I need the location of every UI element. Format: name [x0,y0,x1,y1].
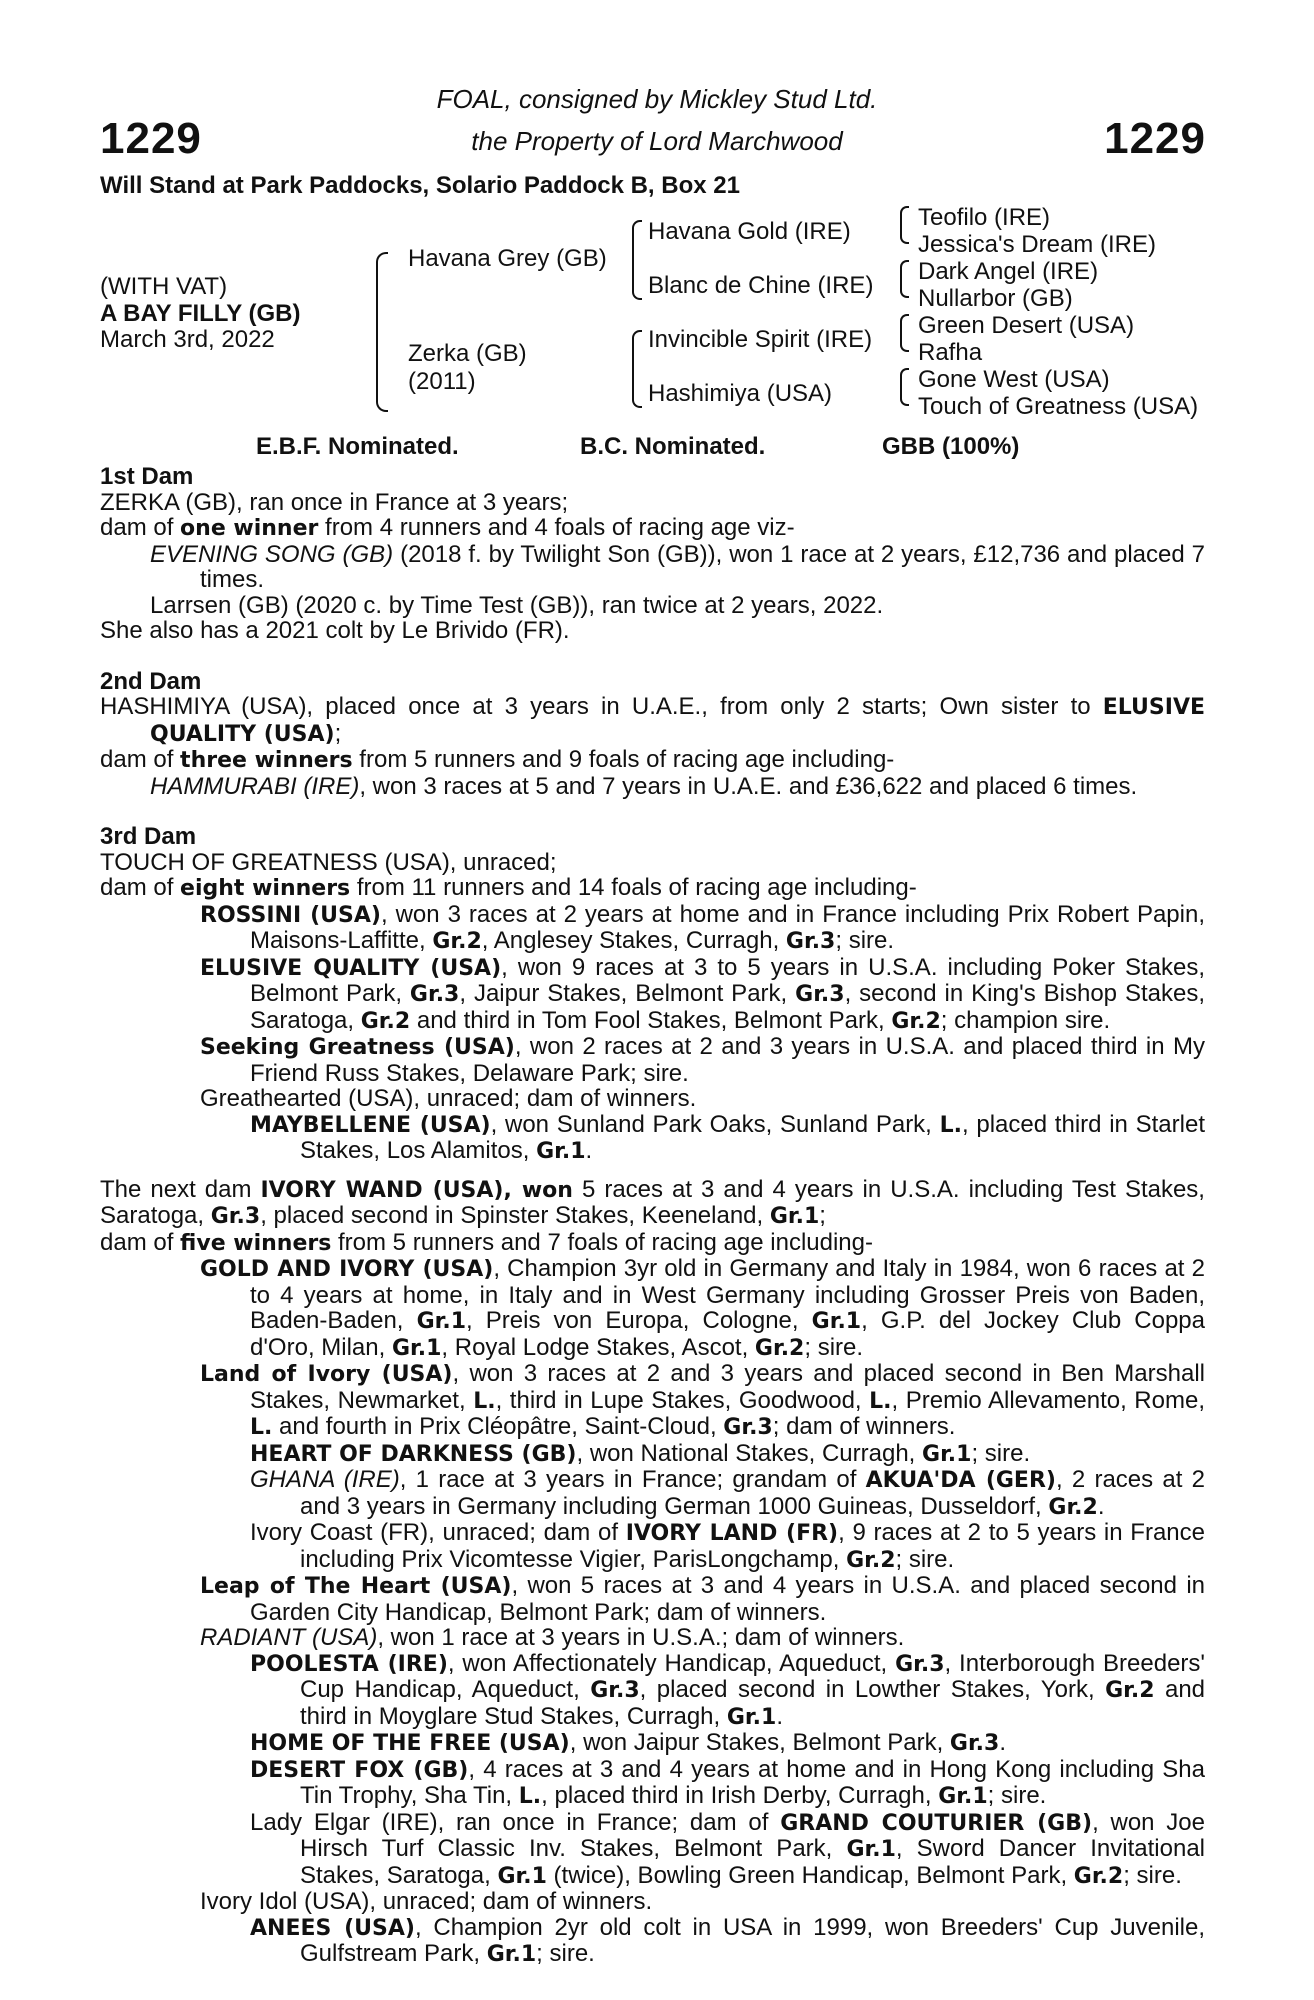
produce-entry: GHANA (IRE), 1 race at 3 years in France; grandam of AKUA'DA (GER), 2 races at 2 and 3 years in Germany including German 1000 Guineas, Dusseldorf, Gr.2. [250,1466,1205,1520]
produce-note: She also has a 2021 colt by Le Brivido (FR). [100,617,570,644]
vat-note: (WITH VAT) [100,273,228,300]
first-dam-produce-line: dam of one winner from 4 runners and 4 foals of racing age viz- [100,514,795,541]
produce-entry: Larrsen (GB) (2020 c. by Time Test (GB)), ran twice at 2 years, 2022. [150,591,884,619]
dam-sire: Invincible Spirit (IRE) [648,326,873,353]
dam-name: Zerka (GB) [408,340,527,367]
dam-dam: Hashimiya (USA) [648,380,833,407]
produce-entry: Ivory Coast (FR), unraced; dam of IVORY LAND (FR), 9 races at 2 to 5 years in France including Prix Vicomtesse Vigier, ParisLongchamp, Gr.2; sire. [250,1519,1206,1573]
produce-entry: HEART OF DARKNESS (GB), won National Stakes, Curragh, Gr.1; sire. [250,1439,1031,1467]
produce-entry: MAYBELLENE (USA), won Sunland Park Oaks, Sunland Park, L., placed third in Starlet Stakes, Los Alamitos, Gr.1. [250,1110,1205,1164]
produce-entry: ROSSINI (USA), won 3 races at 2 years at home and in France including Prix Robert Papin, Maisons-Laffitte, Gr.2, Anglesey Stakes, Curragh, Gr.3; sire. [200,900,1206,954]
pedigree-brace-ss [900,206,909,244]
ebf-nominated: E.B.F. Nominated. [256,433,459,460]
pedigree-brace-sire [632,220,642,300]
stabling-location: Will Stand at Park Paddocks, Solario Paddock B, Box 21 [100,172,740,199]
first-dam-heading: 1st Dam [100,463,194,490]
produce-entry: ANEES (USA), Champion 2yr old colt in USA in 1999, won Breeders' Cup Juvenile, Gulfstream Park, Gr.1; sire. [250,1913,1205,1967]
lot-name: A BAY FILLY (GB) [100,300,301,327]
sss-name: Teofilo (IRE) [918,204,1051,231]
dds-name: Gone West (USA) [918,366,1110,393]
produce-entry: DESERT FOX (GB), 4 races at 3 and 4 years at home and in Hong Kong including Sha Tin Trophy, Sha Tin, L., placed third in Irish Derby, Curragh, Gr.1; sire. [250,1755,1205,1809]
gbb-percentage: GBB (100%) [882,433,1020,460]
pedigree-brace-ds [900,314,909,352]
pedigree-brace-main [376,252,388,412]
produce-entry: RADIANT (USA), won 1 race at 3 years in U.S.A.; dam of winners. [200,1624,905,1651]
sds-name: Dark Angel (IRE) [918,258,1099,285]
catalogue-body [100,464,1205,1968]
produce-entry: Lady Elgar (IRE), ran once in France; dam of GRAND COUTURIER (GB), won Joe Hirsch Turf Classic Inv. Stakes, Belmont Park, Gr.1, Sword Dancer Invitational Stakes, Saratoga, Gr.1 (twice), Bowling Green Handicap, Belmont Park, Gr.2; sire. [250,1808,1206,1889]
sire-dam: Blanc de Chine (IRE) [648,272,874,299]
dsd-name: Rafha [918,339,983,366]
sire-sire: Havana Gold (IRE) [648,218,851,245]
bc-nominated: B.C. Nominated. [580,433,766,460]
sire-name: Havana Grey (GB) [408,245,607,272]
produce-entry: POOLESTA (IRE), won Affectionately Handicap, Aqueduct, Gr.3, Interborough Breeders' Cup Handicap, Aqueduct, Gr.3, placed second in Lowther Stakes, York, Gr.2 and third in Moyglare Stud Stakes, Curragh, Gr.1. [250,1649,1206,1730]
lot-number-left: 1229 [100,114,202,163]
pedigree-brace-sd [900,260,909,298]
ddd-name: Touch of Greatness (USA) [918,393,1199,420]
second-dam-line: HASHIMIYA (USA), placed once at 3 years in U.A.E., from only 2 starts; Own sister to ELUSIVE QUALITY (USA); [100,693,1205,747]
produce-entry: ELUSIVE QUALITY (USA), won 9 races at 3 to 5 years in U.S.A. including Poker Stakes, Belmont Park, Gr.3, Jaipur Stakes, Belmont Park, Gr.3, second in King's Bishop Stakes, Saratoga, Gr.2 and third in Tom Fool Stakes, Belmont Park, Gr.2; champion sire. [200,953,1206,1034]
produce-entry: GOLD AND IVORY (USA), Champion 3yr old in Germany and Italy in 1984, won 6 races at 2 to 4 years at home, in Italy and in West Germany including Grosser Preis von Baden, Baden-Baden, Gr.1, Preis von Europa, Cologne, Gr.1, G.P. del Jockey Club Coppa d'Oro, Milan, Gr.1, Royal Lodge Stakes, Ascot, Gr.2; sire. [200,1255,1205,1361]
produce-entry: Leap of The Heart (USA), won 5 races at 3 and 4 years in U.S.A. and placed second in Garden City Handicap, Belmont Park; dam of winners. [200,1572,1205,1626]
pedigree-brace-dam [632,330,642,408]
produce-entry: HAMMURABI (IRE), won 3 races at 5 and 7 years in U.A.E. and £36,622 and placed 6 times. [150,772,1138,800]
next-dam-line: The next dam IVORY WAND (USA), won 5 races at 3 and 4 years in U.S.A. including Test Stakes, Saratoga, Gr.3, placed second in Spinster Stakes, Keeneland, Gr.1; [100,1175,1205,1229]
produce-entry: HOME OF THE FREE (USA), won Jaipur Stakes, Belmont Park, Gr.3. [250,1729,1007,1756]
third-dam-line: TOUCH OF GREATNESS (USA), unraced; [100,848,557,876]
pedigree-brace-dd [900,368,909,406]
first-dam-line: ZERKA (GB), ran once in France at 3 years; [100,488,569,516]
third-dam-heading: 3rd Dam [100,823,197,850]
dam-year: (2011) [408,368,476,395]
lot-number-right: 1229 [1104,114,1206,163]
produce-entry: EVENING SONG (GB) (2018 f. by Twilight Son (GB)), won 1 race at 2 years, £12,736 and placed 7 times. [150,540,1205,593]
third-dam-produce-line: dam of eight winners from 11 runners and 14 foals of racing age including- [100,874,917,901]
second-dam-produce-line: dam of three winners from 5 runners and 9 foals of racing age including- [100,746,895,773]
produce-entry: Land of Ivory (USA), won 3 races at 2 and 3 years and placed second in Ben Marshall Stakes, Newmarket, L., third in Lupe Stakes, Goodwood, L., Premio Allevamento, Rome, L. and fourth in Prix Cléopâtre, Saint-Cloud, Gr.3; dam of winners. [200,1360,1205,1440]
produce-entry: Ivory Idol (USA), unraced; dam of winners. [200,1888,653,1915]
second-dam-heading: 2nd Dam [100,667,202,695]
dss-name: Green Desert (USA) [918,312,1135,339]
sdd-name: Nullarbor (GB) [918,285,1073,312]
produce-entry: Greathearted (USA), unraced; dam of winners. [200,1085,697,1112]
ssd-name: Jessica's Dream (IRE) [918,231,1156,258]
owner-line: the Property of Lord Marchwood [471,126,843,156]
produce-entry: Seeking Greatness (USA), won 2 races at 2 and 3 years in U.S.A. and placed third in My Friend Russ Stakes, Delaware Park; sire. [200,1033,1205,1087]
foaling-date: March 3rd, 2022 [100,326,275,353]
next-dam-produce-line: dam of five winners from 5 runners and 7 foals of racing age including- [100,1228,873,1256]
consignor-line: FOAL, consigned by Mickley Stud Ltd. [436,84,878,114]
